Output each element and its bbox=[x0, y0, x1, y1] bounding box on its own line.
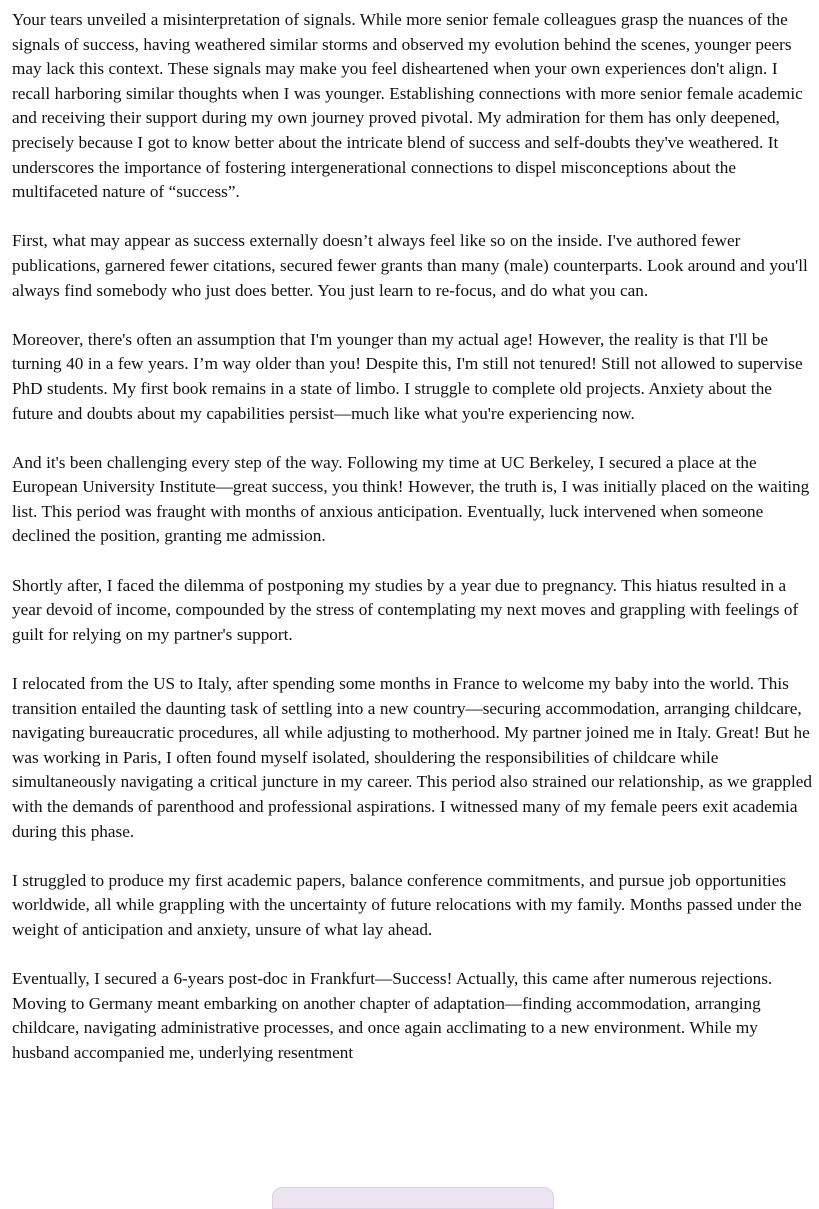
paragraph-pregnancy: Shortly after, I faced the dilemma of postponing my studies by a year due to pregnancy. This hiatus resulted in a year devoid of income, compounded by the stress of contemplating my next moves and grappling with feelings of guilt for relying on my partner's support. bbox=[12, 575, 799, 644]
paragraph-age-tenure: Moreover, there's often an assumption that I'm younger than my actual age! However, the reality is that I'll be turning 40 in a few years. I’m way older than you! Despite this, I'm still not tenured! Still not allowed to supervise PhD students. My first book remains in a state of limbo. I struggle to complete old projects. Anxiety about the future and doubts about my capabilities persist—much like what you're experiencing now. bbox=[12, 329, 803, 423]
paragraph-berkeley-eui: And it's been challenging every step of the way. Following my time at UC Berkeley, I secured a place at the European University Institute—great success, you think! However, the truth is, I was initially placed on the waiting list. This period was fraught with months of anxious anticipation. Eventually, luck intervened when someone declined the position, granting me admission. bbox=[12, 452, 810, 546]
paragraph-intro-signals: Your tears unveiled a misinterpretation of signals. While more senior female colleagues grasp the nuances of the signals of success, having weathered similar storms and observed my evolution behind the scenes, younger peers may lack this context. These signals may make you feel disheartened when your own experiences don't align. I recall harboring similar thoughts when I was younger. Establishing connections with more senior female academic and receiving their support during my own journey proved pivotal. My admiration for them has only deepened, precisely because I got to know better about the intricate blend of success and self-doubts they've weathered. It underscores the importance of fostering intergenerational connections to dispel misconceptions about the multifaceted nature of “success”. bbox=[12, 10, 803, 202]
paragraph-italy-relocation: I relocated from the US to Italy, after spending some months in France to welcome my baby into the world. This transition entailed the daunting task of settling into a new country—securing accommodation, arranging childcare, navigating bureaucratic procedures, all while adjusting to motherhood. My partner joined me in Italy. Great! But he was working in Paris, I often found myself isolated, shouldering the responsibilities of childcare while simultaneously navigating a critical juncture in my career. This period also strained our relationship, as we grappled with the demands of parenthood and professional aspirations. I witnessed many of my female peers exit academia during this phase. bbox=[12, 674, 812, 841]
paragraph-first-papers: I struggled to produce my first academic papers, balance conference commitments, and pursue job opportunities worldwide, all while grappling with the uncertainty of future relocations with my family. Months passed under the weight of anticipation and anxiety, unsure of what lay ahead. bbox=[12, 870, 802, 939]
paragraph-frankfurt-postdoc: Eventually, I secured a 6-years post-doc in Frankfurt—Success! Actually, this came after numerous rejections. Moving to Germany meant embarking on another chapter of adaptation—finding accommodation, arranging childcare, navigating administrative processes, and once again acclimating to a new environment. While my husband accompanied me, underlying resentment bbox=[12, 969, 773, 1062]
paragraph-success-inside: First, what may appear as success externally doesn’t always feel like so on the inside. I've authored fewer publications, garnered fewer citations, secured fewer grants than many (male) counterparts. Look around and you'll always find somebody who just does better. You just learn to re-focus, and do what you can. bbox=[12, 231, 808, 300]
document-body bbox=[12, 8, 812, 1090]
bottom-overlay-tab[interactable] bbox=[272, 1187, 554, 1209]
